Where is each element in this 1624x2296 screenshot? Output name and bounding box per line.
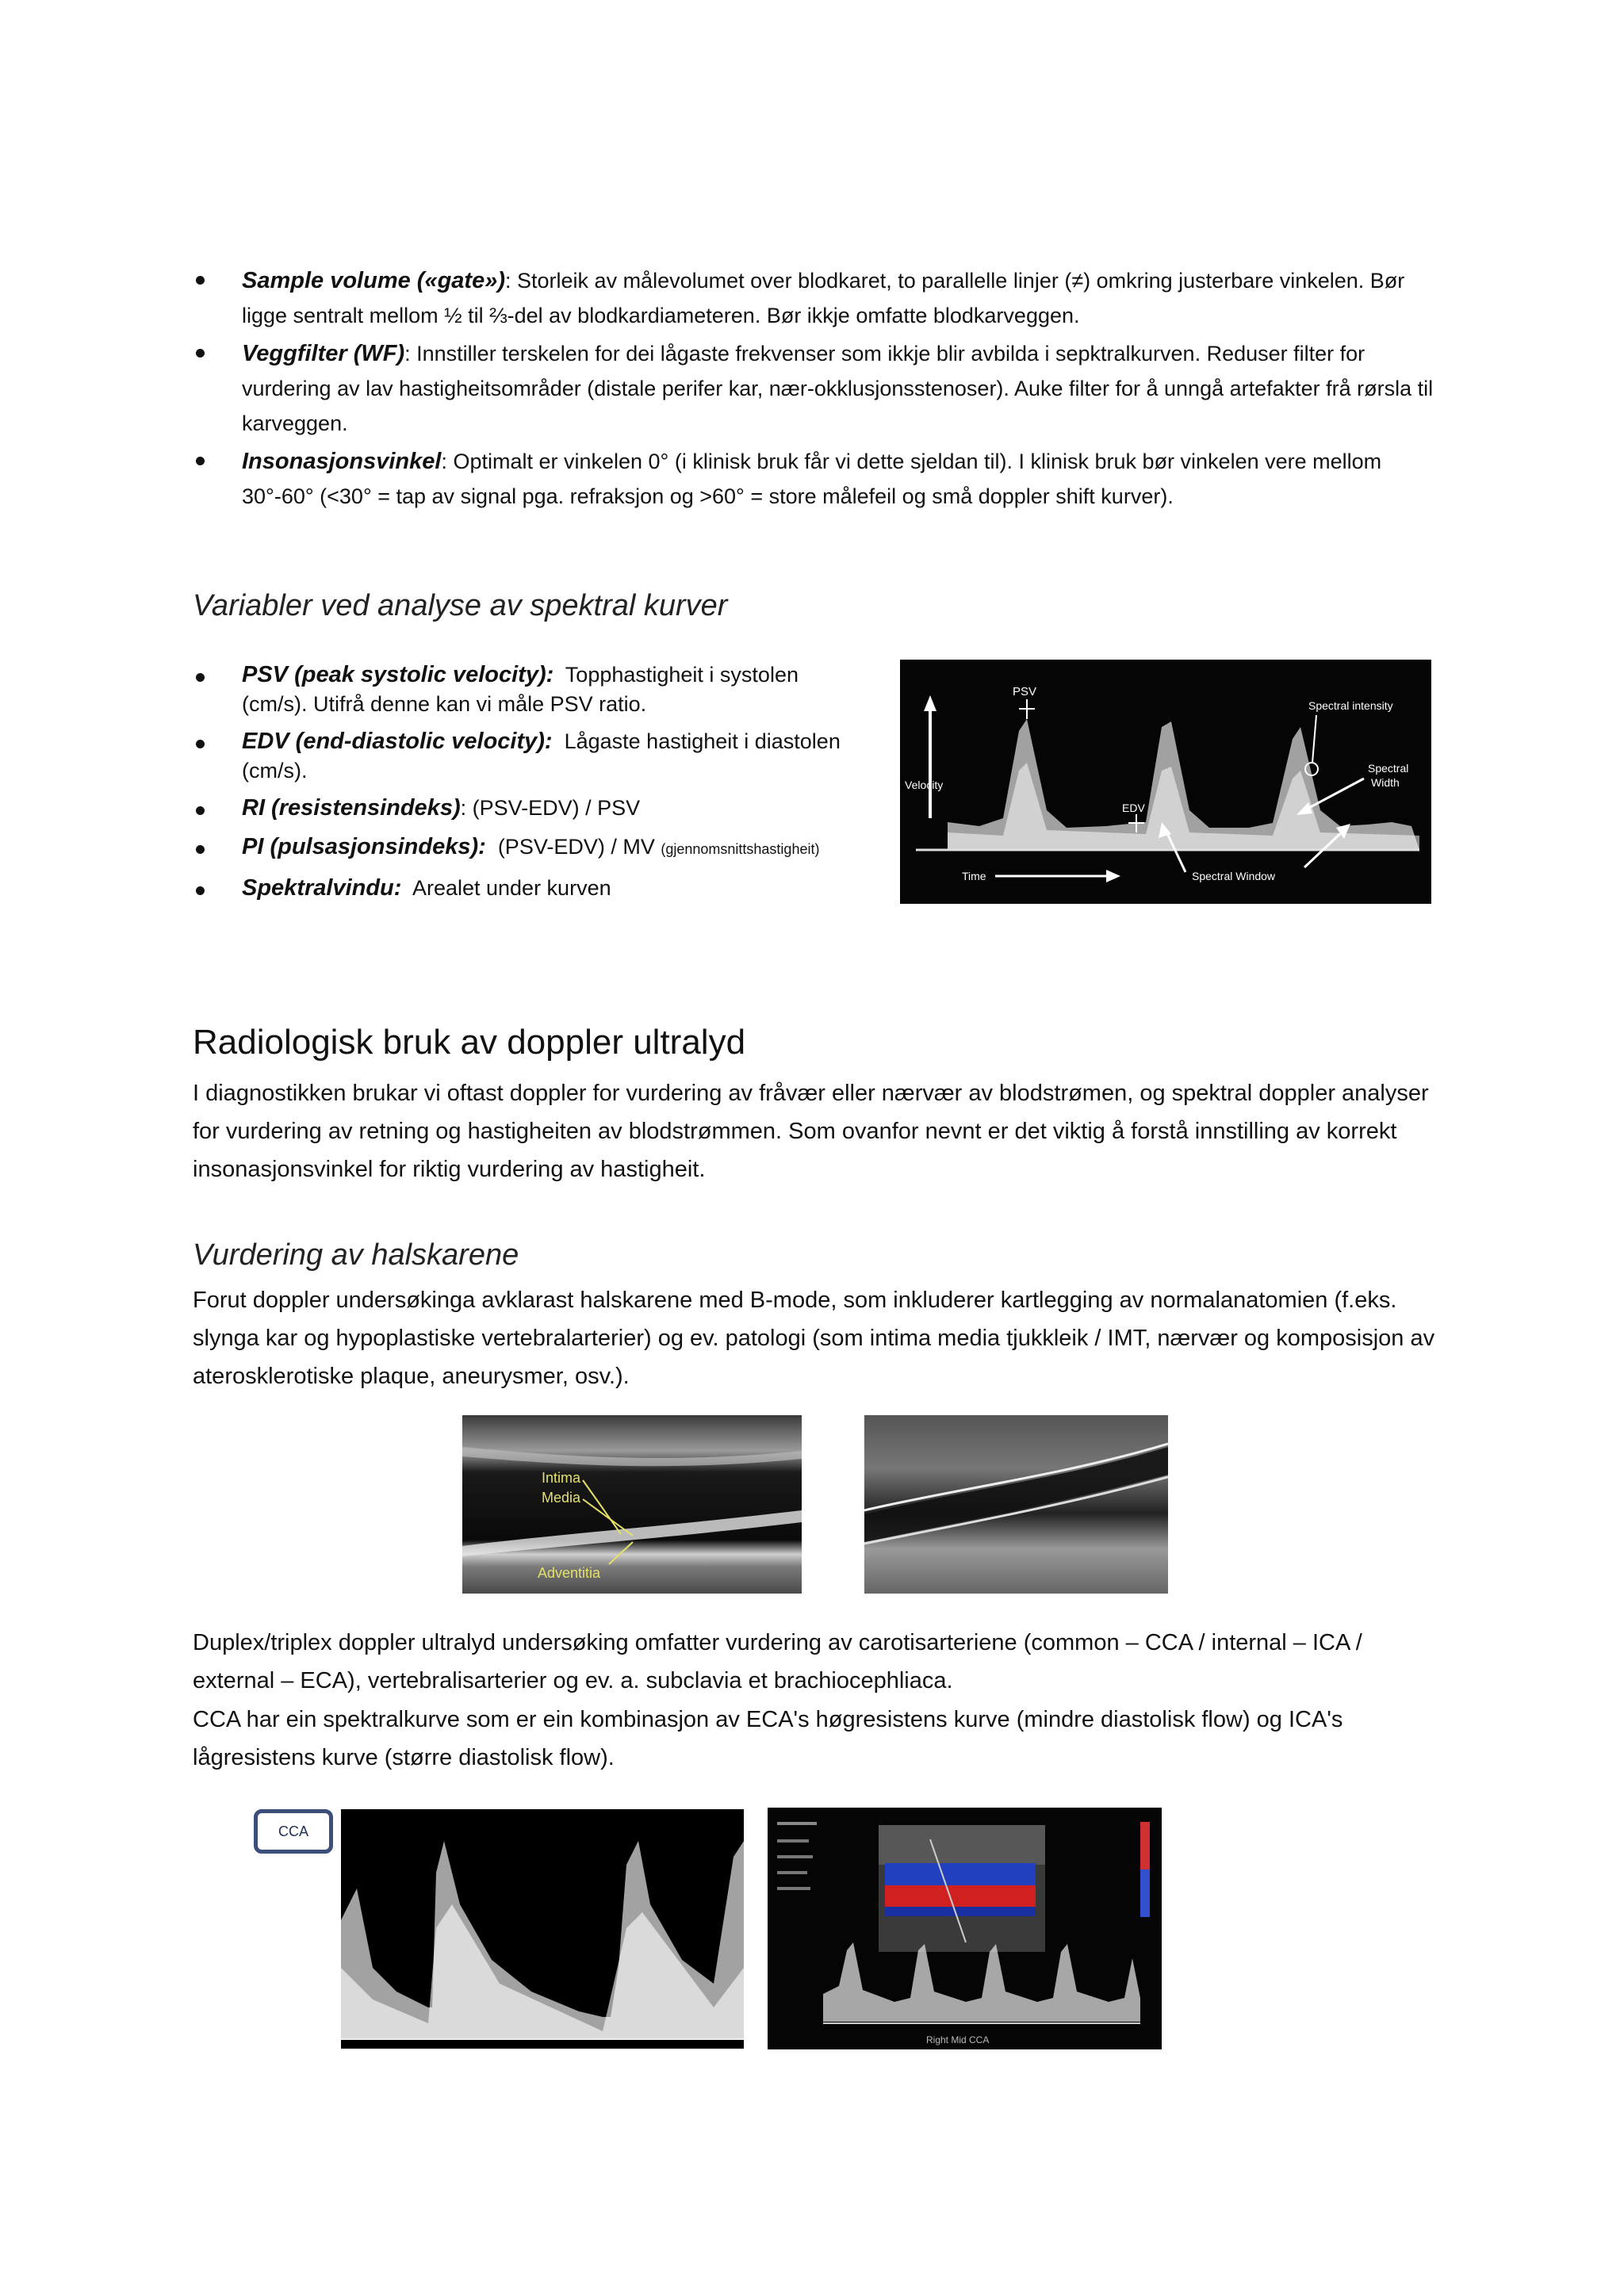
cca-label-box: CCA [254, 1809, 333, 1854]
variable-pi [242, 832, 868, 864]
variable-term: EDV (end-diastolic velocity): [242, 729, 553, 754]
label-spectral-width-2: Width [1371, 776, 1400, 789]
bullet-term: Insonasjonsvinkel [242, 449, 442, 474]
bullet-text: Innstiller terskelen for dei lågaste frekvenser som ikkje blir avbilda i sepktralkurven. Reduser filter for vurdering av lav hastigheitsområder (distale perifer kar, nær-okklusjonsstenoser). Auke filter for å unngå artefakter frå rørsla til karveggen. [242, 342, 1434, 435]
radiologic-paragraph: I diagnostikken brukar vi oftast doppler for vurdering av fråvær eller nærvær av blodstrømen, og spektral doppler analyser for vurdering av retning og hastigheiten av blodstrømmen. Som ovanfor nevnt er det viktig å forstå innstilling av korrekt insonasjonsvinkel for riktig vurdering av hastigheit. [193, 1081, 1429, 1182]
label-adventitia: Adventitia [538, 1565, 601, 1581]
settings-bullet-list [242, 263, 1435, 517]
label-psv: PSV [1013, 685, 1037, 698]
variable-edv [242, 727, 868, 786]
variable-term: Spektralvindu: [242, 875, 402, 901]
bullet-text: Storleik av målevolumet over blodkaret, to parallelle linjer (≠) omkring justerbare vinkelen. Bør ligge sentralt mellom ½ til ⅔-del av blodkardiameteren. Bør ikkje omfatte blodkarveggen. [242, 269, 1405, 327]
label-spectral-intensity: Spectral intensity [1308, 699, 1393, 712]
variable-term: PSV (peak systolic velocity): [242, 662, 554, 687]
bullet-veggfilter [242, 336, 1435, 441]
variables-bullet-list [242, 660, 868, 906]
duplex-footer-text: Right Mid CCA [926, 2034, 990, 2045]
variable-term: PI (pulsasjonsindeks): [242, 834, 486, 859]
label-velocity: Velocity [905, 779, 944, 791]
cca-spectral-image [341, 1809, 744, 2049]
section-heading-radiologic: Radiologisk bruk av doppler ultralyd [193, 1023, 746, 1062]
spectral-waveform-figure [900, 660, 1431, 904]
duplex-paragraph: Duplex/triplex doppler ultralyd undersøking omfatter vurdering av carotisarteriene (common – CCA / internal – ICA / external – ECA), vertebralisarterier og ev. a. subclavia et brachiocephliaca. [193, 1630, 1362, 1693]
cca-paragraph: CCA har ein spektralkurve som er ein kombinasjon av ECA's høgresistens kurve (mindre diastolisk flow) og ICA's lågresistens kurve (større diastolisk flow). [193, 1707, 1343, 1770]
bullet-separator: : [441, 450, 454, 473]
variable-text: Arealet under kurven [412, 876, 611, 900]
label-edv: EDV [1122, 802, 1145, 814]
ultrasound-intima-media-image [462, 1415, 802, 1594]
label-spectral-window: Spectral Window [1192, 870, 1276, 882]
ultrasound-vessel-image [864, 1415, 1168, 1594]
variable-text: Topphastigheit i systolen (cm/s). Utifrå denne kan vi måle PSV ratio. [242, 663, 799, 716]
section-heading-variables: Variabler ved analyse av spektral kurver [193, 589, 728, 622]
spectral-waveform-svg [900, 660, 1431, 904]
variable-subscript: (gjennomsnittshastigheit) [661, 841, 820, 857]
label-media: Media [542, 1490, 581, 1506]
bullet-term: Sample volume («gate») [242, 268, 505, 293]
section-heading-neck: Vurdering av halskarene [193, 1238, 519, 1272]
variable-ri [242, 794, 868, 823]
variable-text: (PSV-EDV) / MV [497, 835, 655, 859]
neck-paragraph: Forut doppler undersøkinga avklarast halskarene med B-mode, som inkluderer kartlegging av normalanatomien (f.eks. slynga kar og hypoplastiske vertebralarterier) og ev. patologi (som intima media tjukkleik / IMT, nærvær og komposisjon av aterosklerotiske plaque, aneurysmer, osv.). [193, 1288, 1435, 1389]
variable-psv [242, 660, 868, 719]
duplex-color-doppler-image [768, 1808, 1162, 2049]
label-spectral-width-1: Spectral [1368, 762, 1409, 775]
label-intima: Intima [542, 1470, 581, 1486]
bullet-separator: : [505, 269, 518, 293]
bullet-insonasjonsvinkel [242, 444, 1435, 514]
bullet-text: Optimalt er vinkelen 0° (i klinisk bruk får vi dette sjeldan til). I klinisk bruk bør vinkelen vere mellom 30°-60° (<30° = tap av signal pga. refraksjon og >60° = store målefeil og små doppler shift kurver). [242, 450, 1382, 508]
label-time: Time [962, 870, 986, 882]
variable-text: : (PSV-EDV) / PSV [460, 796, 641, 820]
variable-spektralvindu [242, 874, 868, 903]
variable-term: RI (resistensindeks) [242, 795, 461, 821]
bullet-sample-volume [242, 263, 1435, 333]
bullet-separator: : [404, 342, 417, 365]
ultrasound-vessel-svg [864, 1415, 1168, 1594]
cca-spectral-svg [341, 1809, 744, 2049]
ultrasound-intima-svg [462, 1415, 802, 1594]
variable-text: Lågaste hastigheit i diastolen (cm/s). [242, 729, 841, 783]
bullet-term: Veggfilter (WF) [242, 341, 405, 366]
duplex-doppler-svg [768, 1808, 1162, 2049]
